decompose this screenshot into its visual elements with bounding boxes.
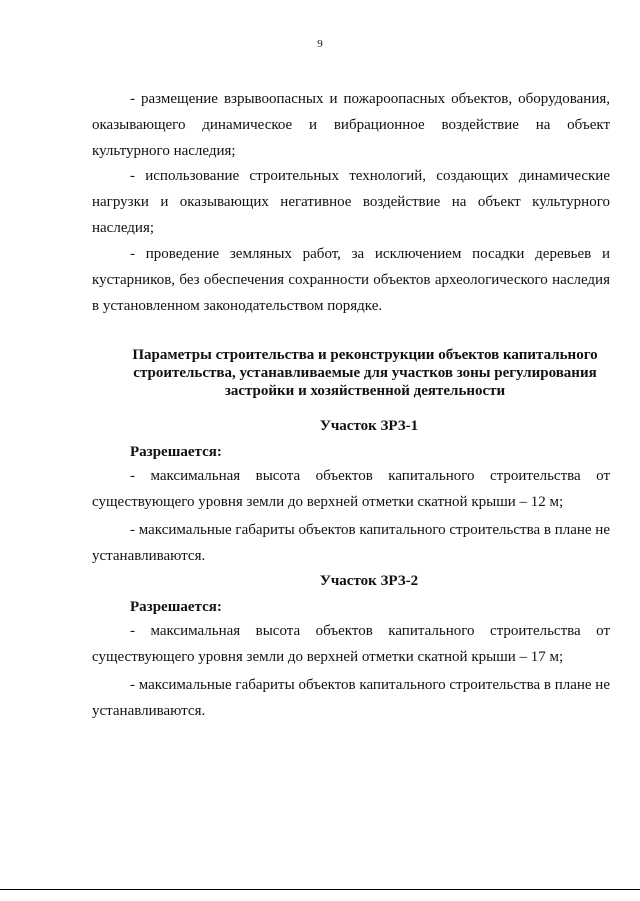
paragraph-explosive-objects: - размещение взрывоопасных и пожароопасных объектов, оборудования, оказывающего динамическое и вибрационное воздействие на объект культурного наследия; xyxy=(92,91,610,159)
page-bottom-border xyxy=(0,889,640,890)
plot-zrz-1-allowed-label: Разрешается: xyxy=(130,444,222,460)
plot-zrz-2-title: Участок ЗРЗ-2 xyxy=(319,573,419,589)
plot-zrz-1-dimensions-item: - максимальные габариты объектов капитального строительства в плане не устанавливаются. xyxy=(92,522,610,564)
section-heading: Параметры строительства и реконструкции объектов капитального строительства, устанавливаемые для участков зоны регулирования застройки и хозяйственной деятельности xyxy=(132,347,598,399)
plot-zrz-1-height-item: - максимальная высота объектов капитального строительства от существующего уровня земли до верхней отметки скатной крыши – 12 м; xyxy=(92,468,610,510)
plot-zrz-2-dimensions-item: - максимальные габариты объектов капитального строительства в плане не устанавливаются. xyxy=(92,677,610,719)
plot-zrz-2-height-item: - максимальная высота объектов капитального строительства от существующего уровня земли до верхней отметки скатной крыши – 17 м; xyxy=(92,623,610,665)
paragraph-construction-technologies: - использование строительных технологий, создающих динамические нагрузки и оказывающих негативное воздействие на объект культурного наследия; xyxy=(92,168,610,236)
plot-zrz-2-allowed-label: Разрешается: xyxy=(130,599,222,615)
plot-zrz-1-title: Участок ЗРЗ-1 xyxy=(319,418,419,434)
paragraph-earthworks: - проведение земляных работ, за исключением посадки деревьев и кустарников, без обеспечения сохранности объектов археологического наследия в установленном законодательством порядке. xyxy=(92,246,610,314)
page-number: 9 xyxy=(317,38,323,50)
